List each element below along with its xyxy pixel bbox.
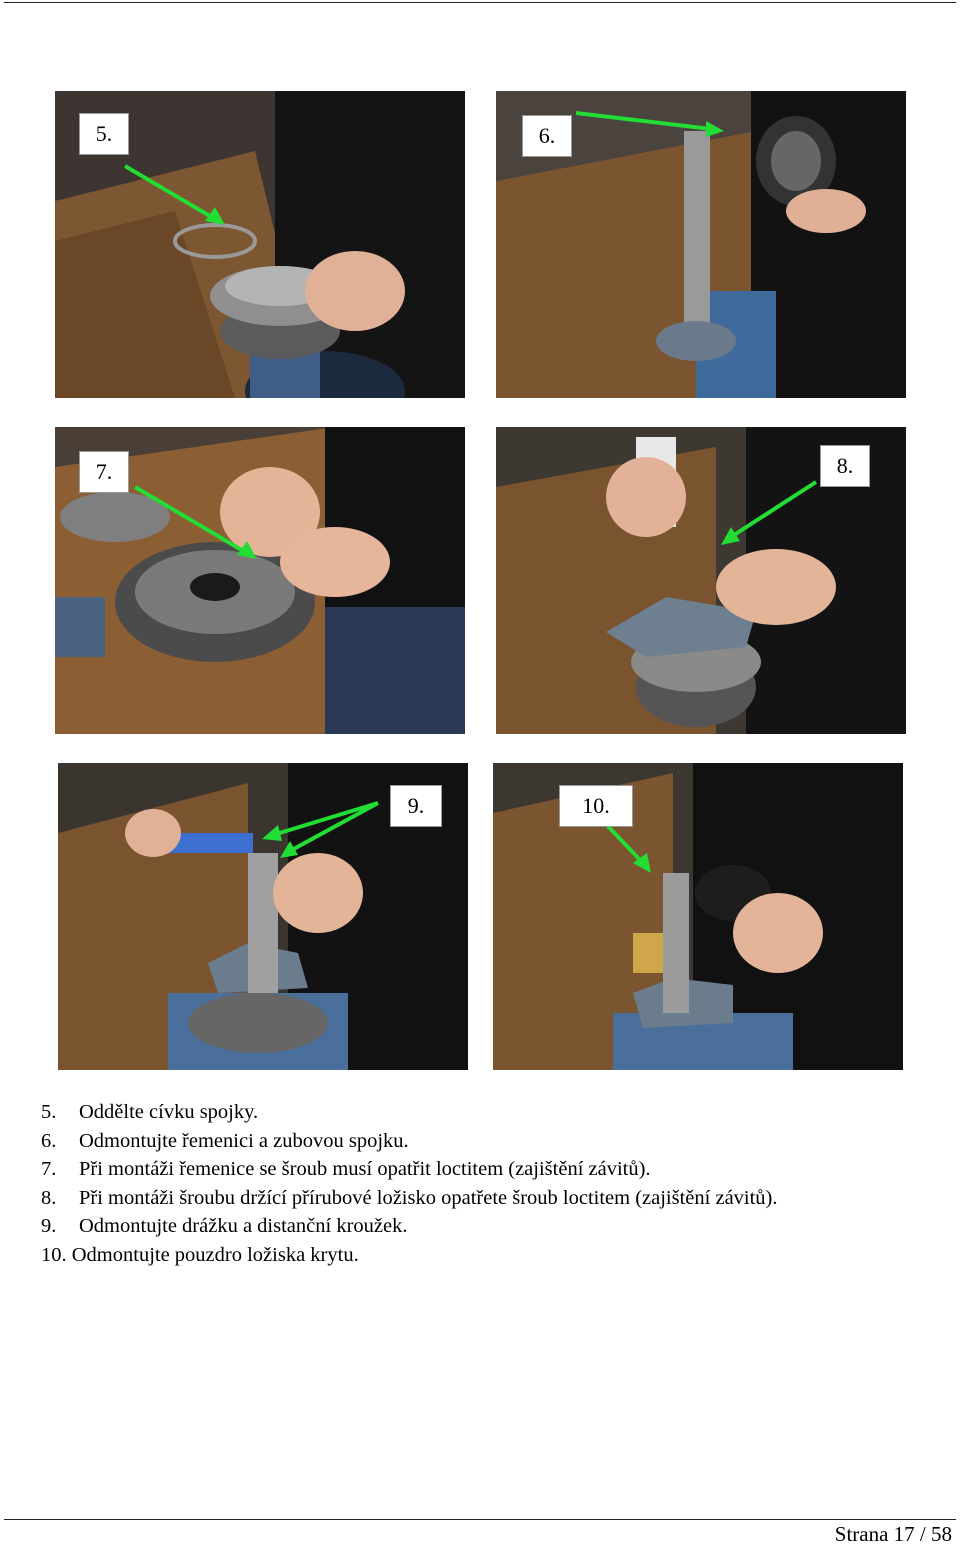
list-item [41,1127,778,1156]
step-number: 5. [41,1101,57,1123]
step-number: 10. [41,1243,67,1266]
step-list [41,1098,778,1269]
photo-step-8 [496,427,906,734]
photo-label: 6. [522,115,572,157]
list-item [41,1098,778,1127]
photo-step-6 [496,91,906,398]
step-text: Odmontujte drážku a distanční kroužek. [79,1215,408,1237]
photo-label: 5. [79,113,129,155]
step-text: Oddělte cívku spojky. [79,1101,259,1123]
step-text: Při montáži šroubu držící přírubové ložisko opatřete šroub loctitem (zajištění závitů). [79,1186,778,1209]
list-item [41,1241,778,1270]
list-item [41,1212,778,1241]
step-number: 8. [41,1186,57,1209]
photo-label: 9. [390,785,442,827]
photo-step-9 [58,763,468,1070]
list-item [41,1184,778,1213]
step-number: 6. [41,1129,57,1152]
header-rule [4,2,956,3]
photo-step-10 [493,763,903,1070]
page-number: Strana 17 / 58 [834,1522,952,1546]
photo-label: 7. [79,451,129,493]
step-text: Odmontujte pouzdro ložiska krytu. [71,1243,359,1266]
photo-step-7 [55,427,465,734]
step-text: Při montáži řemenice se šroub musí opatřit loctitem (zajištění závitů). [79,1158,651,1180]
photo-step-5 [55,91,465,398]
footer-rule [4,1519,956,1520]
photo-label: 8. [820,445,870,487]
list-item [41,1155,778,1184]
step-number: 9. [41,1215,57,1237]
step-text: Odmontujte řemenici a zubovou spojku. [79,1129,409,1152]
step-number: 7. [41,1158,57,1180]
photo-label: 10. [559,785,633,827]
